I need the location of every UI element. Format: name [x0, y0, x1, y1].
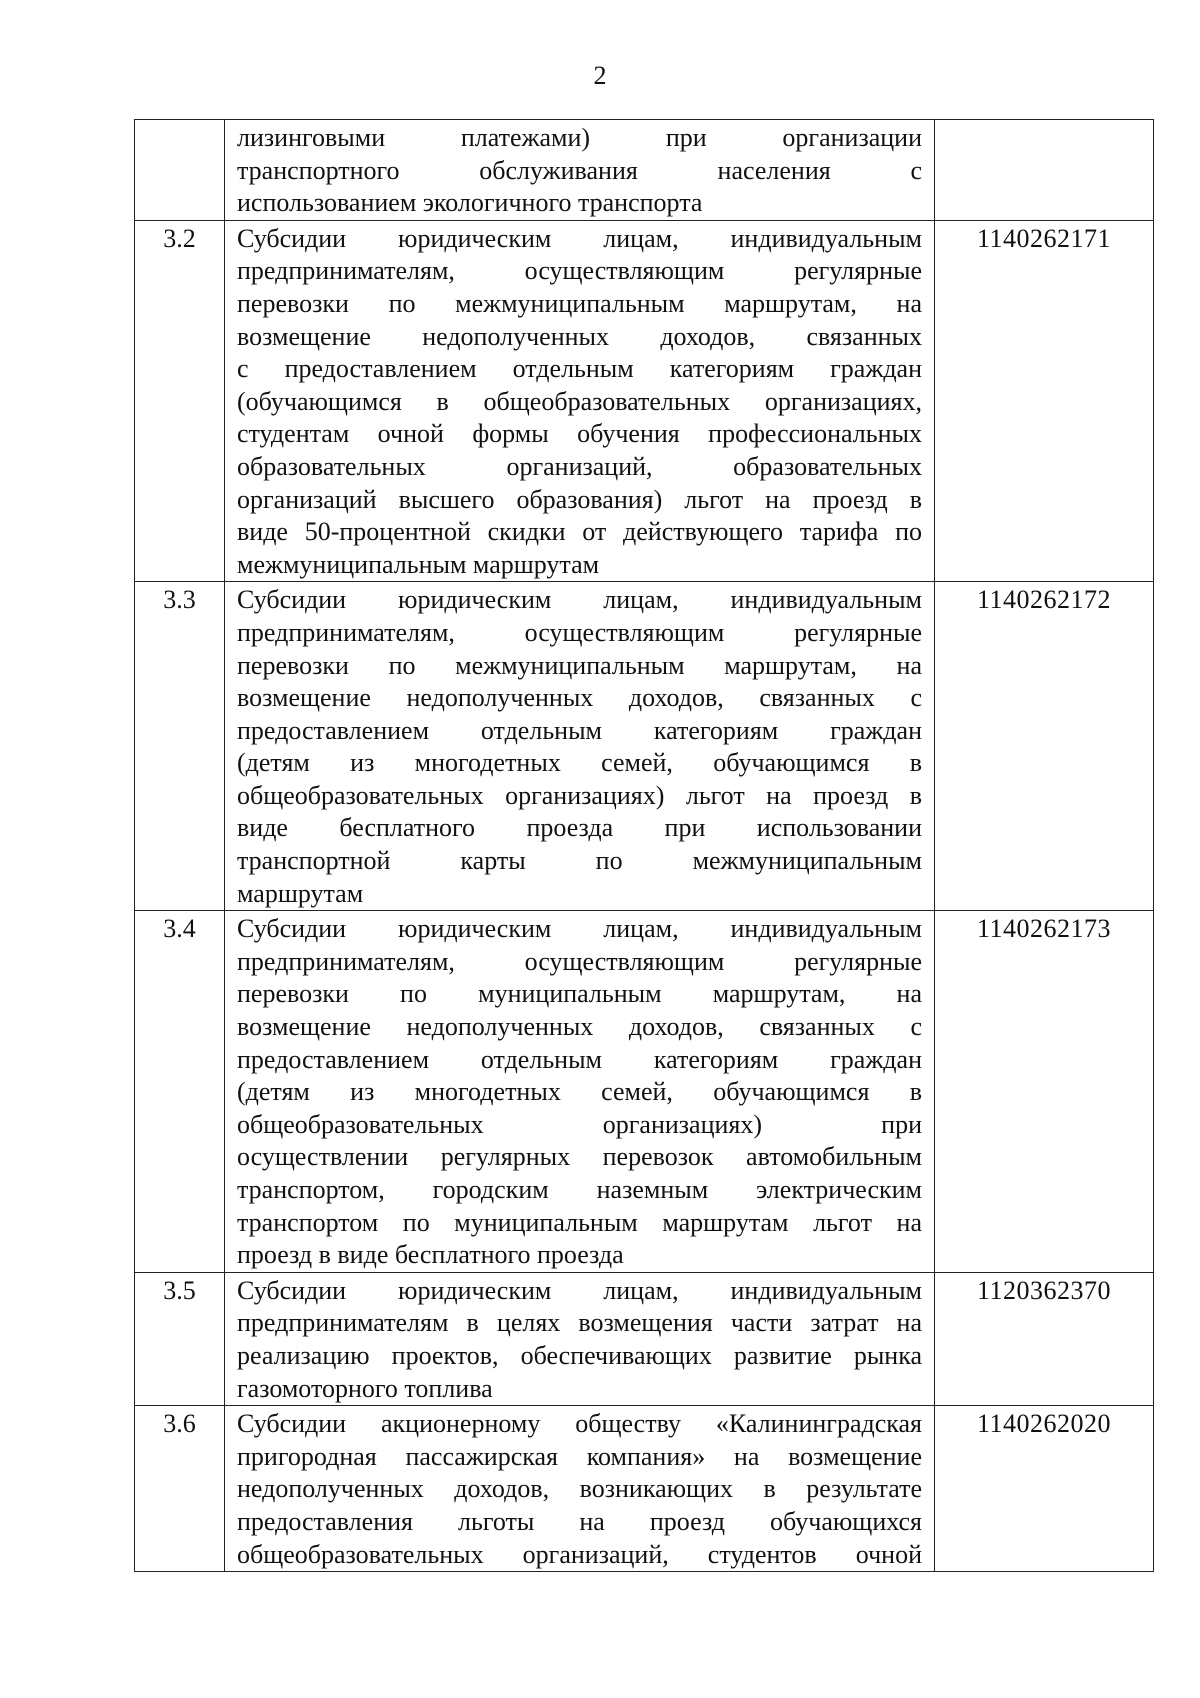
description-line: транспортом, городским наземным электрическим [237, 1175, 922, 1204]
description-line: предпринимателям в целях возмещения части затрат на [237, 1308, 922, 1338]
description-line: реализацию проектов, обеспечивающих развитие рынка [237, 1340, 922, 1370]
description-line: (детям из многодетных семей, обучающимся в [237, 1077, 922, 1107]
table-body [135, 120, 1154, 1572]
row-number: 3.6 [135, 1406, 225, 1572]
description-line: недополученных доходов, возникающих в результате [237, 1474, 922, 1504]
table-row [135, 1406, 1154, 1572]
description-line: Субсидии юридическим лицам, индивидуальным [237, 1275, 922, 1305]
row-code [935, 120, 1154, 221]
description-line: пригородная пассажирская компания» на возмещение [237, 1441, 922, 1471]
row-code: 1140262020 [935, 1406, 1154, 1572]
row-code: 1140262172 [935, 582, 1154, 911]
row-code: 1120362370 [935, 1272, 1154, 1405]
description-line: организаций высшего образования) льгот на проезд в [237, 484, 922, 514]
description-line: студентам очной формы обучения профессиональных [237, 419, 922, 449]
description-line: виде бесплатного проезда при использовании [237, 813, 922, 843]
row-number: 3.3 [135, 582, 225, 911]
description-line: общеобразовательных организаций, студентов очной [237, 1539, 922, 1569]
description-line: маршрутам [237, 878, 364, 908]
table-row [135, 220, 1154, 582]
description-line: Субсидии юридическим лицам, индивидуальным [237, 585, 922, 615]
row-code: 1140262173 [935, 911, 1154, 1273]
row-description [225, 582, 935, 911]
description-line: предпринимателям, осуществляющим регулярные [237, 617, 922, 647]
description-line: газомоторного топлива [237, 1373, 493, 1403]
description-line: виде 50-процентной скидки от действующего тарифа по [237, 517, 922, 547]
row-number: 3.2 [135, 220, 225, 582]
page-number: 2 [593, 61, 607, 90]
row-description [225, 911, 935, 1273]
table-row [135, 582, 1154, 911]
table-row [135, 1272, 1154, 1405]
description-line: возмещение недополученных доходов, связанных [237, 321, 922, 351]
row-description [225, 1272, 935, 1405]
description-line: межмуниципальным маршрутам [237, 549, 600, 579]
description-line: проезд в виде бесплатного проезда [237, 1240, 624, 1270]
description-line: перевозки по муниципальным маршрутам, на [237, 979, 922, 1009]
description-line: лизинговыми платежами) при организации [237, 123, 922, 152]
row-code: 1140262171 [935, 220, 1154, 582]
description-line: (обучающимся в общеобразовательных организациях, [237, 386, 922, 416]
description-line: осуществлении регулярных перевозок автомобильным [237, 1142, 922, 1172]
description-line: Субсидии акционерному обществу «Калининградская [237, 1409, 922, 1439]
description-line: предоставления льготы на проезд обучающихся [237, 1506, 922, 1536]
row-description [225, 1406, 935, 1572]
row-description [225, 220, 935, 582]
description-line: использованием экологичного транспорта [237, 188, 703, 218]
description-line: Субсидии юридическим лицам, индивидуальным [237, 914, 922, 944]
table-row [135, 120, 1154, 221]
description-line: транспортного обслуживания населения с [237, 155, 922, 185]
table-row [135, 911, 1154, 1273]
row-description [225, 120, 935, 221]
row-number [135, 120, 225, 221]
description-line: возмещение недополученных доходов, связанных с [237, 683, 922, 713]
description-line: возмещение недополученных доходов, связанных с [237, 1012, 922, 1042]
description-line: предоставлением отдельным категориям граждан [237, 1044, 922, 1074]
description-line: предоставлением отдельным категориям граждан [237, 715, 922, 745]
description-line: образовательных организаций, образовательных [237, 451, 922, 481]
description-line: транспортом по муниципальным маршрутам льгот на [237, 1207, 922, 1237]
description-line: предпринимателям, осуществляющим регулярные [237, 946, 922, 976]
description-line: (детям из многодетных семей, обучающимся в [237, 748, 922, 778]
description-line: перевозки по межмуниципальным маршрутам, на [237, 288, 922, 318]
row-number: 3.4 [135, 911, 225, 1273]
description-line: транспортной карты по межмуниципальным [237, 846, 922, 876]
description-line: общеобразовательных организациях) при [237, 1109, 922, 1139]
description-line: Субсидии юридическим лицам, индивидуальным [237, 223, 922, 253]
description-line: общеобразовательных организациях) льгот на проезд в [237, 780, 922, 810]
description-line: с предоставлением отдельным категориям граждан [237, 354, 922, 384]
row-number: 3.5 [135, 1272, 225, 1405]
description-line: предпринимателям, осуществляющим регулярные [237, 256, 922, 286]
description-line: перевозки по межмуниципальным маршрутам, на [237, 650, 922, 680]
subsidy-table [134, 119, 1154, 1572]
